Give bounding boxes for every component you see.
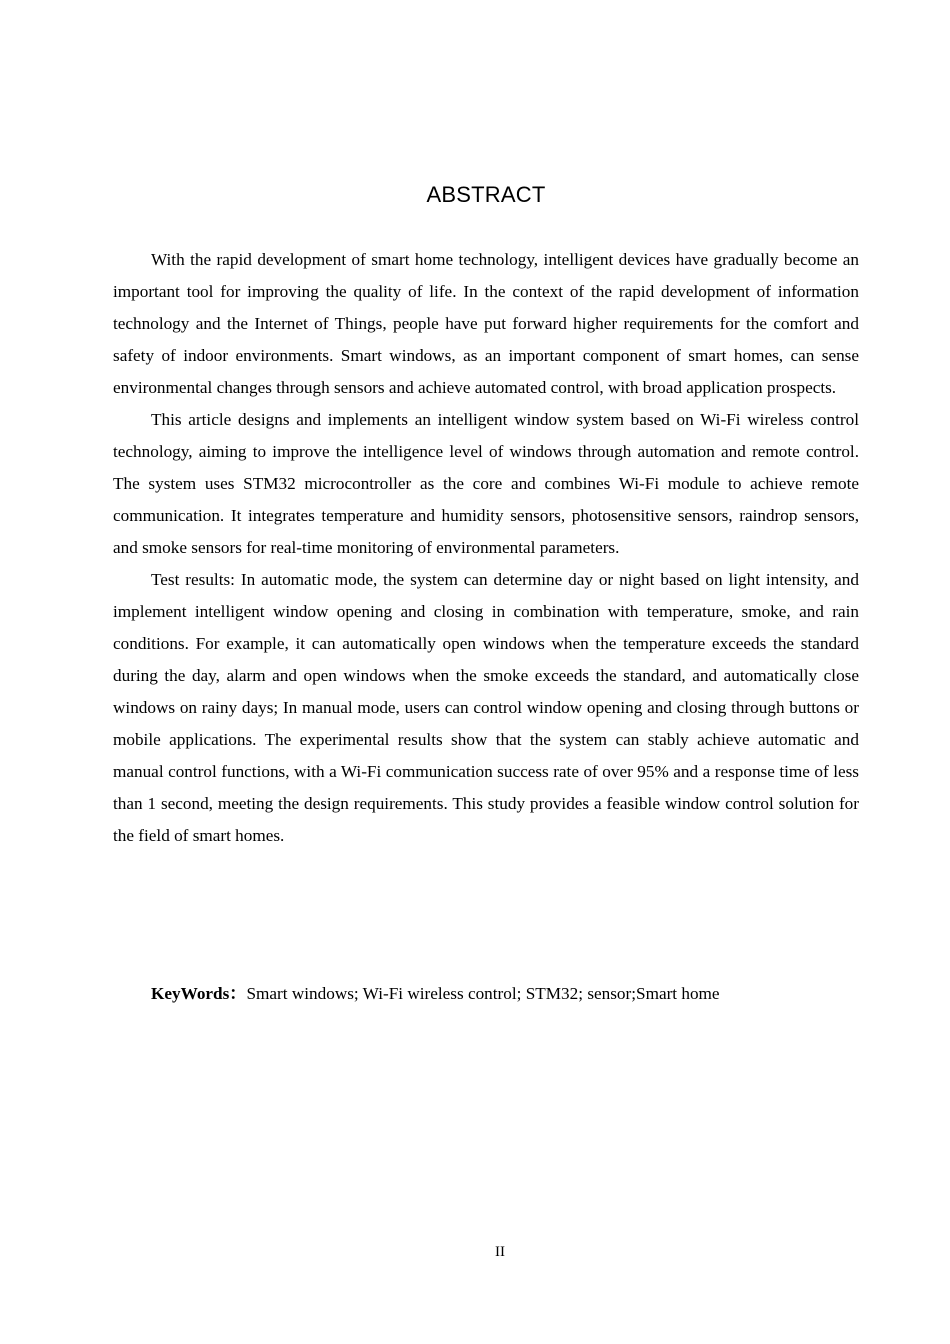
keywords-line (151, 978, 871, 1010)
abstract-paragraph: Test results: In automatic mode, the system can determine day or night based on light intensity, and implement intelligent window opening and closing in combination with temperature, smoke, and rain conditions. For example, it can automatically open windows when the temperature exceeds the standard during the day, alarm and open windows when the smoke exceeds the standard, and automatically close windows on rainy days; In manual mode, users can control window opening and closing through buttons or mobile applications. The experimental results show that the system can stably achieve automatic and manual control functions, with a Wi-Fi communication success rate of over 95% and a response time of less than 1 second, meeting the design requirements. This study provides a feasible window control solution for the field of smart homes. (113, 570, 859, 845)
keywords-label: KeyWords： (151, 984, 247, 1003)
abstract-body (113, 244, 859, 852)
abstract-paragraph: This article designs and implements an intelligent window system based on Wi-Fi wireless control technology, aiming to improve the intelligence level of windows through automation and remote control. The system uses STM32 microcontroller as the core and combines Wi-Fi module to achieve remote communication. It integrates temperature and humidity sensors, photosensitive sensors, raindrop sensors, and smoke sensors for real-time monitoring of environmental parameters. (113, 410, 859, 557)
abstract-paragraph: With the rapid development of smart home technology, intelligent devices have gradually become an important tool for improving the quality of life. In the context of the rapid development of information technology and the Internet of Things, people have put forward higher requirements for the comfort and safety of indoor environments. Smart windows, as an important component of smart homes, can sense environmental changes through sensors and achieve automated control, with broad application prospects. (113, 250, 859, 397)
keywords-text: Smart windows; Wi-Fi wireless control; STM32; sensor;Smart home (246, 984, 720, 1003)
abstract-title: ABSTRACT (426, 182, 546, 207)
page-number: II (495, 1244, 505, 1260)
